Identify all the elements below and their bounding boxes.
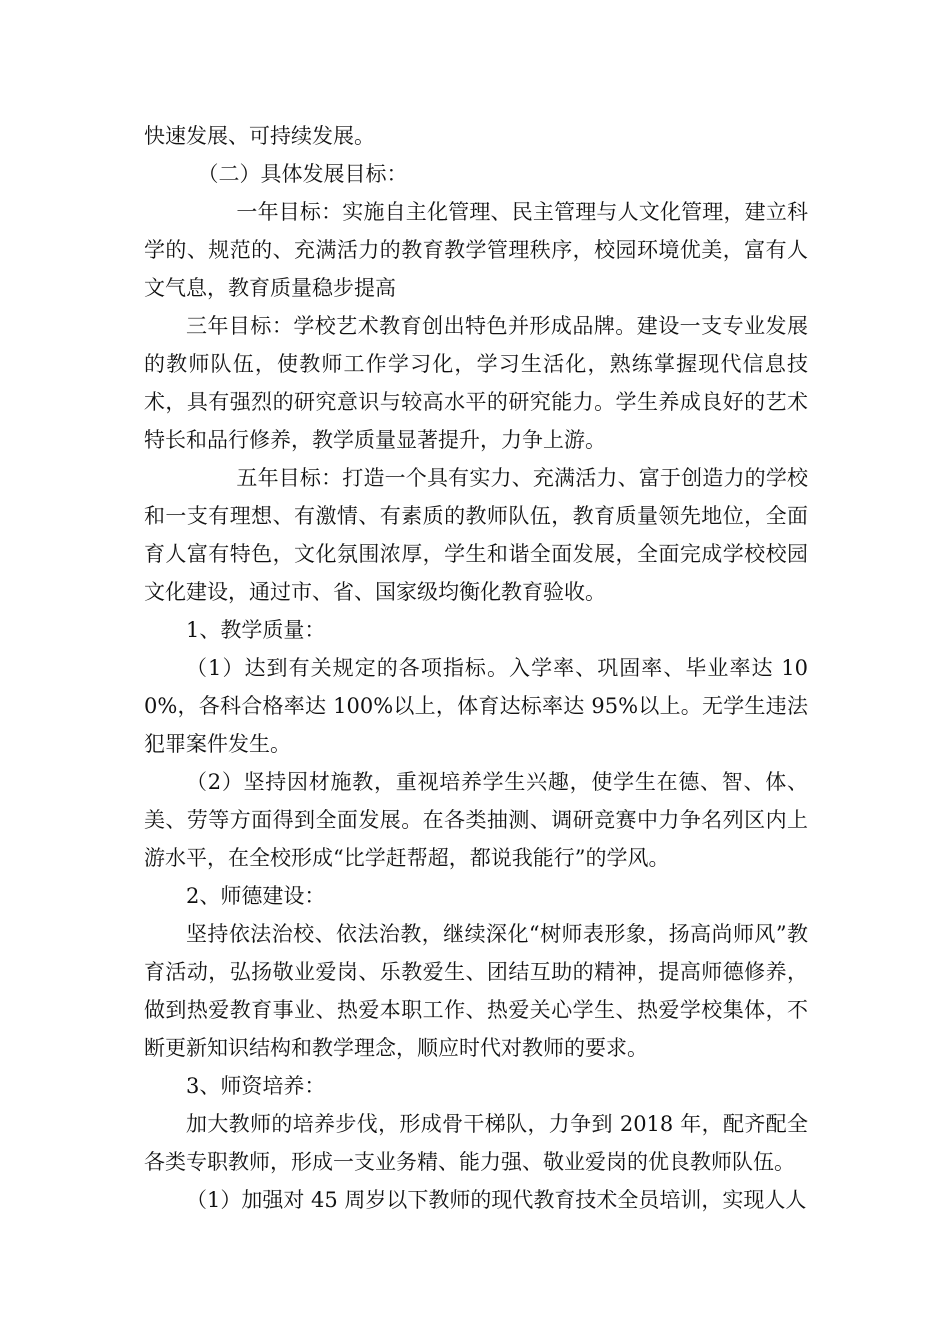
document-body — [144, 117, 808, 1219]
paragraph-teacher-training: 加大教师的培养步伐，形成骨干梯队，力争到 2018 年，配齐配全各类专职教师，形成一支业务精、能力强、敬业爱岗的优良教师队伍。 — [144, 1112, 808, 1174]
paragraph-one-year-goal: 一年目标：实施自主化管理、民主管理与人文化管理，建立科学的、规范的、充满活力的教育教学管理秩序，校园环境优美，富有人文气息，教育质量稳步提高 — [144, 200, 808, 300]
paragraph-quality-item-1: （1）达到有关规定的各项指标。入学率、巩固率、毕业率达 100%，各科合格率达 100%以上，体育达标率达 95%以上。无学生违法犯罪案件发生。 — [144, 656, 808, 756]
paragraph-training-item-1: （1）加强对 45 周岁以下教师的现代教育技术全员培训，实现人人 — [186, 1188, 807, 1212]
paragraph-quality-item-2: （2）坚持因材施教，重视培养学生兴趣，使学生在德、智、体、美、劳等方面得到全面发展。在各类抽测、调研竞赛中力争名列区内上游水平，在全校形成“比学赶帮超，都说我能行”的学风。 — [144, 770, 808, 870]
paragraph-three-year-goal: 三年目标：学校艺术教育创出特色并形成品牌。建设一支专业发展的教师队伍，使教师工作学习化，学习生活化，熟练掌握现代信息技术，具有强烈的研究意识与较高水平的研究能力。学生养成良好的艺术特长和品行修养，教学质量显著提升，力争上游。 — [144, 314, 808, 452]
paragraph-teacher-ethics: 坚持依法治校、依法治教，继续深化“树师表形象，扬高尚师风”教育活动，弘扬敬业爱岗、乐教爱生、团结互助的精神，提高师德修养，做到热爱教育事业、热爱本职工作、热爱关心学生、热爱学校集体，不断更新知识结构和教学理念，顺应时代对教师的要求。 — [144, 922, 808, 1060]
paragraph-five-year-goal: 五年目标：打造一个具有实力、充满活力、富于创造力的学校和一支有理想、有激情、有素质的教师队伍，教育质量领先地位，全面育人富有特色，文化氛围浓厚，学生和谐全面发展，全面完成学校校园文化建设，通过市、省、国家级均衡化教育验收。 — [144, 466, 808, 604]
paragraph-continuation: 快速发展、可持续发展。 — [144, 124, 375, 148]
section-heading-specific-goals: （二）具体发展目标： — [197, 162, 408, 186]
heading-teacher-ethics: 2、师德建设： — [186, 884, 326, 908]
heading-teaching-quality: 1、教学质量： — [186, 618, 326, 642]
heading-teacher-training: 3、师资培养： — [186, 1074, 326, 1098]
